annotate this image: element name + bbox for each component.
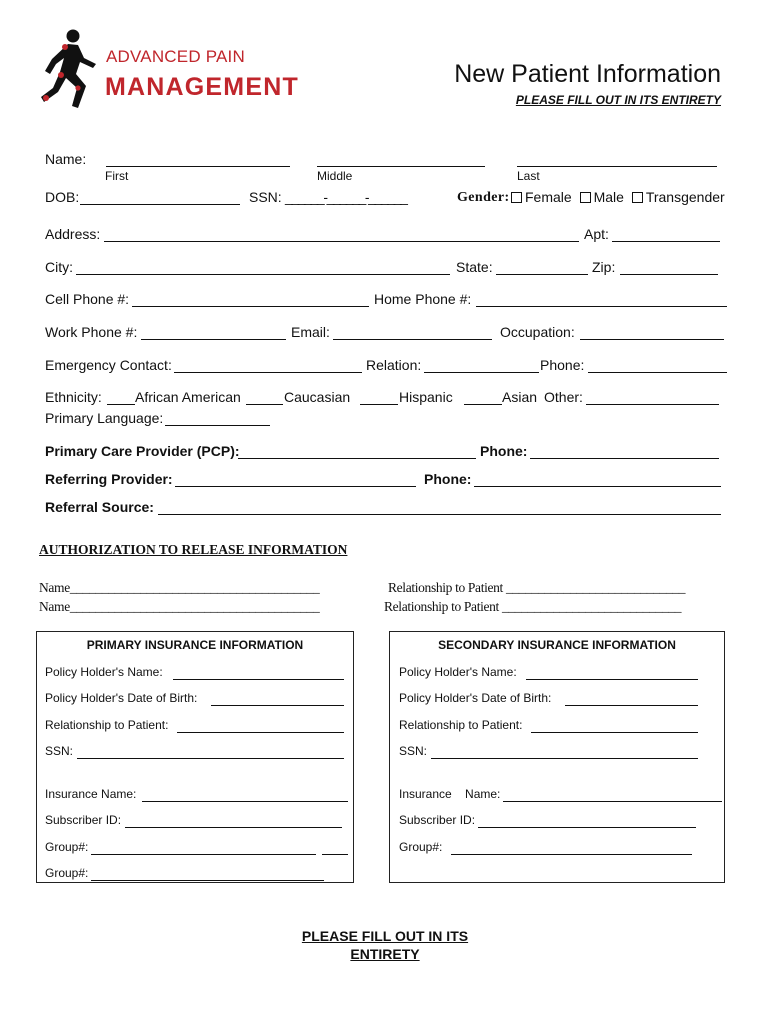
logo-text-bottom: MANAGEMENT — [105, 73, 299, 101]
dob-label: DOB: — [45, 189, 80, 205]
referring-phone-field[interactable] — [474, 486, 721, 487]
footer-line2-text: ENTIRETY — [350, 946, 420, 962]
hispanic-blank[interactable] — [360, 404, 398, 405]
transgender-checkbox[interactable] — [632, 192, 643, 203]
female-label: Female — [525, 189, 572, 205]
email-label: Email: — [291, 324, 330, 340]
email-field[interactable] — [333, 339, 492, 340]
secondary-insurance-title: SECONDARY INSURANCE INFORMATION — [438, 638, 676, 652]
secondary-ssn-field[interactable] — [431, 758, 698, 759]
secondary-holder-dob-field[interactable] — [565, 705, 698, 706]
runner-icon — [38, 28, 106, 112]
emergency-contact-field[interactable] — [174, 372, 362, 373]
authorization-name-2[interactable]: Name_______________________________________ — [39, 599, 320, 614]
primary-insurance-name-label: Insurance Name: — [45, 787, 137, 801]
logo-text-top: ADVANCED PAIN — [106, 47, 245, 66]
secondary-insurance-name-field[interactable] — [503, 801, 722, 802]
male-checkbox[interactable] — [580, 192, 591, 203]
secondary-relationship-field[interactable] — [531, 732, 698, 733]
referral-source-label: Referral Source: — [45, 499, 154, 515]
primary-group-field-2[interactable] — [91, 880, 324, 881]
state-label: State: — [456, 259, 493, 275]
female-checkbox[interactable] — [511, 192, 522, 203]
primary-group-label-1: Group#: — [45, 840, 89, 854]
asian-option: Asian — [502, 389, 538, 405]
primary-ssn-field[interactable] — [77, 758, 344, 759]
primary-ssn-label: SSN: — [45, 744, 74, 758]
caucasian-blank[interactable] — [246, 404, 283, 405]
zip-label: Zip: — [592, 259, 616, 275]
secondary-group-field[interactable] — [451, 854, 692, 855]
pcp-label: Primary Care Provider (PCP): — [45, 443, 240, 459]
secondary-insurance-name-label: Insurance Name: — [399, 787, 501, 801]
secondary-group-label: Group#: — [399, 840, 443, 854]
primary-language-field[interactable] — [165, 425, 270, 426]
pcp-phone-field[interactable] — [530, 458, 719, 459]
secondary-holder-name-field[interactable] — [526, 679, 698, 680]
primary-holder-dob-field[interactable] — [211, 705, 344, 706]
caucasian-option: Caucasian — [284, 389, 351, 405]
footer-instruction-line1 — [0, 928, 770, 944]
apt-label: Apt: — [584, 226, 609, 242]
transgender-label: Transgender — [645, 189, 725, 205]
page-subtitle: PLEASE FILL OUT IN ITS ENTIRETY — [515, 93, 721, 107]
primary-holder-name-label: Policy Holder's Name: — [45, 665, 163, 679]
african-american-blank[interactable] — [107, 404, 135, 405]
work-phone-field[interactable] — [141, 339, 286, 340]
address-label: Address: — [45, 226, 101, 242]
african-american-option: African American — [135, 389, 241, 405]
occupation-label: Occupation: — [500, 324, 575, 340]
last-name-field[interactable] — [517, 166, 717, 167]
secondary-ssn-label: SSN: — [399, 744, 428, 758]
male-label: Male — [593, 189, 624, 205]
authorization-heading: AUTHORIZATION TO RELEASE INFORMATION — [39, 542, 348, 557]
pcp-phone-label: Phone: — [480, 443, 528, 459]
other-field[interactable] — [586, 404, 719, 405]
work-phone-label: Work Phone #: — [45, 324, 138, 340]
primary-holder-dob-label: Policy Holder's Date of Birth: — [45, 691, 198, 705]
secondary-holder-name-label: Policy Holder's Name: — [399, 665, 517, 679]
occupation-field[interactable] — [580, 339, 724, 340]
secondary-subscriber-id-label: Subscriber ID: — [399, 813, 476, 827]
primary-group-field-1a[interactable] — [91, 854, 316, 855]
middle-name-field[interactable] — [317, 166, 485, 167]
address-field[interactable] — [104, 241, 579, 242]
dob-field[interactable] — [80, 204, 240, 205]
footer-instruction-line2 — [0, 946, 770, 962]
referral-source-field[interactable] — [158, 514, 721, 515]
secondary-relationship-label: Relationship to Patient: — [399, 718, 523, 732]
city-field[interactable] — [76, 274, 450, 275]
city-label: City: — [45, 259, 73, 275]
first-name-field[interactable] — [106, 166, 290, 167]
relation-label: Relation: — [366, 357, 422, 373]
authorization-relationship-2[interactable]: Relationship to Patient ____________________________ — [384, 599, 682, 614]
primary-insurance-title: PRIMARY INSURANCE INFORMATION — [86, 638, 304, 652]
authorization-name-1[interactable]: Name_______________________________________ — [39, 580, 320, 595]
state-field[interactable] — [496, 274, 588, 275]
secondary-subscriber-id-field[interactable] — [478, 827, 696, 828]
ethnicity-label: Ethnicity: — [45, 389, 102, 405]
name-label: Name: — [45, 151, 87, 167]
primary-insurance-name-field[interactable] — [142, 801, 348, 802]
primary-relationship-label: Relationship to Patient: — [45, 718, 169, 732]
first-caption: First — [105, 169, 129, 183]
home-phone-label: Home Phone #: — [374, 291, 472, 307]
home-phone-field[interactable] — [476, 306, 727, 307]
referring-phone-label: Phone: — [424, 471, 472, 487]
relation-field[interactable] — [424, 372, 539, 373]
zip-field[interactable] — [620, 274, 718, 275]
emergency-contact-label: Emergency Contact: — [45, 357, 172, 373]
cell-phone-label: Cell Phone #: — [45, 291, 130, 307]
primary-subscriber-id-label: Subscriber ID: — [45, 813, 122, 827]
primary-group-label-2: Group#: — [45, 866, 89, 880]
primary-subscriber-id-field[interactable] — [125, 827, 342, 828]
ssn-label: SSN: — [249, 189, 282, 205]
hispanic-option: Hispanic — [399, 389, 453, 405]
middle-caption: Middle — [317, 169, 353, 183]
other-label: Other: — [544, 389, 583, 405]
last-caption: Last — [517, 169, 540, 183]
ssn-field[interactable]: ______-______-______ — [285, 189, 407, 205]
secondary-holder-dob-label: Policy Holder's Date of Birth: — [399, 691, 552, 705]
footer-line1-text: PLEASE FILL OUT IN ITS — [301, 928, 469, 944]
primary-holder-name-field[interactable] — [173, 679, 344, 680]
referring-provider-label: Referring Provider: — [45, 471, 173, 487]
primary-group-field-1b[interactable] — [322, 854, 348, 855]
primary-language-label: Primary Language: — [45, 410, 164, 426]
gender-options — [507, 189, 725, 205]
emergency-phone-label: Phone: — [540, 357, 585, 373]
apt-field[interactable] — [612, 241, 720, 242]
referring-provider-field[interactable] — [175, 486, 416, 487]
emergency-phone-field[interactable] — [588, 372, 727, 373]
cell-phone-field[interactable] — [132, 306, 369, 307]
asian-blank[interactable] — [464, 404, 502, 405]
authorization-relationship-1[interactable]: Relationship to Patient ____________________________ — [388, 580, 686, 595]
gender-label: Gender: — [457, 190, 510, 205]
primary-relationship-field[interactable] — [177, 732, 344, 733]
page-title: New Patient Information — [454, 60, 721, 88]
pcp-field[interactable] — [238, 458, 476, 459]
